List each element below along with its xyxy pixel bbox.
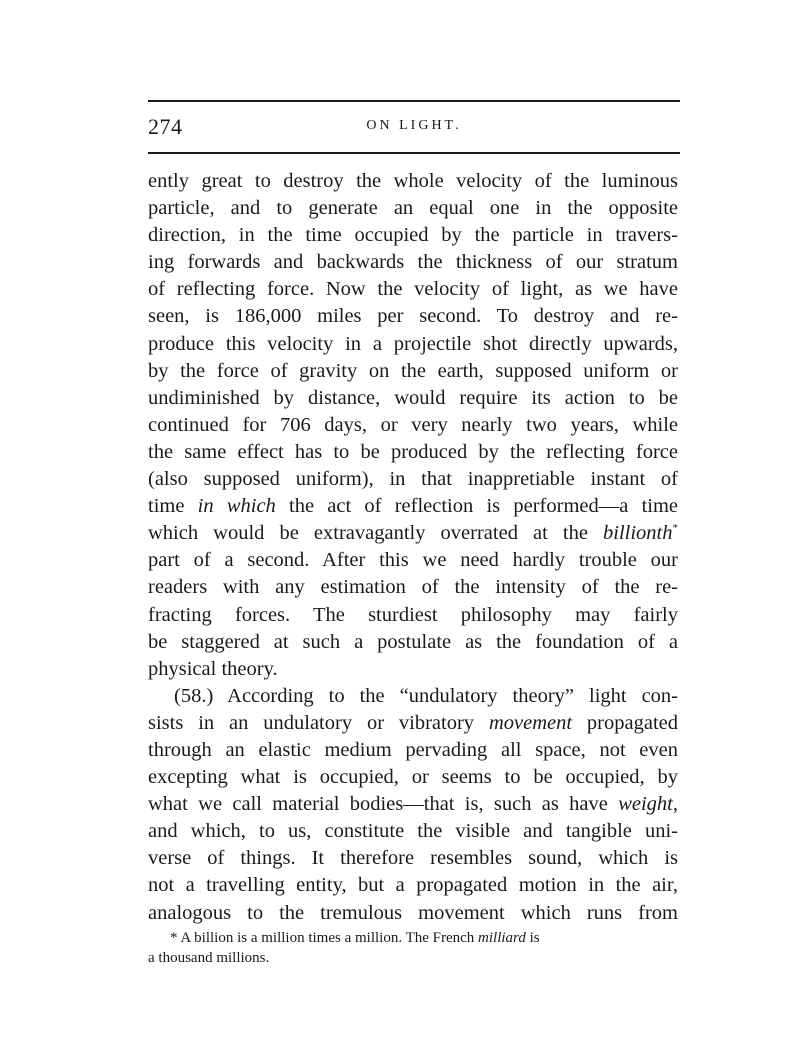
text-line: the same effect has to be produced by the reflecting force [148, 440, 678, 463]
text-run: which would be extravagantly overrated at the [148, 522, 604, 545]
footnote-line: a thousand millions. [148, 950, 270, 966]
text-line: through an elastic medium pervading all space, not even [148, 738, 678, 761]
paragraph-first-line: (58.) According to the “undulatory theory” light con- [174, 684, 678, 707]
text-line: ently great to destroy the whole velocity of the luminous [148, 170, 678, 192]
running-title: ON LIGHT. [366, 118, 462, 133]
italic-run: movement [488, 711, 573, 734]
text-line: readers with any estimation of the intensity of the re- [148, 576, 678, 599]
text-line-with-italic [148, 520, 678, 547]
text-line: direction, in the time occupied by the particle in travers- [148, 224, 678, 247]
footnote-marker: * [170, 930, 178, 946]
italic-run: billionth [603, 522, 673, 545]
footnote-marker: * [672, 522, 678, 535]
body-text [148, 168, 678, 927]
text-run: A billion is a million times a million. The French [177, 930, 479, 946]
text-run: what we call material bodies—that is, such as have [148, 793, 619, 816]
italic-run: weight, [618, 793, 678, 816]
footnote-line [148, 928, 680, 948]
text-run: propagated [572, 711, 678, 734]
text-run: sists in an undulatory or vibratory [148, 711, 489, 734]
text-run: time [148, 495, 198, 518]
text-line: and which, to us, constitute the visible and tangible uni- [148, 820, 678, 843]
text-line-with-italic [148, 493, 678, 520]
text-line: analogous to the tremulous movement which runs from [148, 901, 678, 924]
text-line-with-italic [148, 710, 678, 737]
page-number: 274 [148, 114, 183, 139]
text-line: fracting forces. The sturdiest philosophy may fairly [148, 603, 678, 626]
text-line: continued for 706 days, or very nearly two years, while [148, 413, 678, 436]
header-rule-bottom [148, 152, 680, 154]
text-run: the act of reflection is performed—a time [275, 495, 679, 518]
running-header [148, 112, 680, 144]
header-rule-top [148, 100, 680, 102]
footnote [148, 928, 680, 968]
text-line: seen, is 186,000 miles per second. To destroy and re- [148, 305, 678, 328]
text-line: verse of things. It therefore resembles sound, which is [148, 847, 678, 870]
text-line: particle, and to generate an equal one in the opposite [148, 197, 678, 220]
text-line: part of a second. After this we need hardly trouble our [148, 549, 678, 572]
text-run: is [525, 930, 540, 946]
text-line-with-italic [148, 791, 678, 818]
italic-run: milliard [478, 930, 526, 946]
text-line: excepting what is occupied, or seems to be occupied, by [148, 766, 678, 789]
text-line: by the force of gravity on the earth, supposed uniform or [148, 359, 678, 382]
italic-run: in which [197, 495, 276, 518]
text-line: ing forwards and backwards the thickness of our stratum [148, 251, 678, 274]
text-line: not a travelling entity, but a propagated motion in the air, [148, 874, 678, 897]
text-line: produce this velocity in a projectile shot directly upwards, [148, 332, 678, 355]
text-line: undiminished by distance, would require its action to be [148, 386, 678, 409]
text-line: be staggered at such a postulate as the foundation of a [148, 630, 678, 653]
text-line: (also supposed uniform), in that inappretiable instant of [148, 468, 678, 491]
text-line: of reflecting force. Now the velocity of light, as we have [148, 278, 678, 301]
paragraph-last-line: physical theory. [148, 657, 278, 680]
